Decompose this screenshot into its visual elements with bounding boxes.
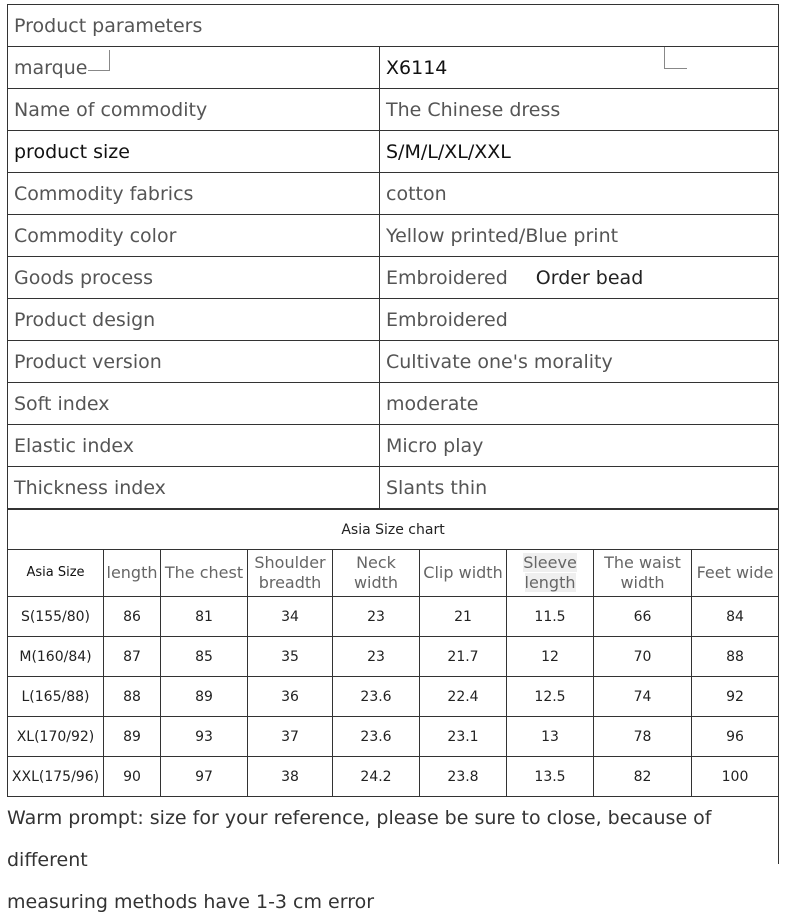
param-value: X6114 [380, 47, 779, 89]
cell-neck: 23.6 [333, 677, 420, 717]
header-sleeve-length-text: Sleeve length [523, 553, 577, 592]
cell-size: L(165/88) [8, 677, 104, 717]
cell-waist: 66 [594, 597, 692, 637]
cell-neck: 23 [333, 637, 420, 677]
header-feet-wide: Feet wide [692, 550, 779, 597]
cell-neck: 23 [333, 597, 420, 637]
param-label: Name of commodity [8, 89, 380, 131]
cell-shoulder: 37 [248, 717, 333, 757]
param-value: Yellow printed/Blue print [380, 215, 779, 257]
header-waist-width: The waist width [594, 550, 692, 597]
size-row-m [8, 637, 779, 677]
crop-mark-right [664, 47, 687, 69]
cell-length: 90 [104, 757, 161, 797]
cell-feet: 100 [692, 757, 779, 797]
param-row-fabrics [8, 173, 779, 215]
cell-length: 86 [104, 597, 161, 637]
size-row-l [8, 677, 779, 717]
cell-size: M(160/84) [8, 637, 104, 677]
cell-shoulder: 36 [248, 677, 333, 717]
param-label: Soft index [8, 383, 380, 425]
cell-feet: 92 [692, 677, 779, 717]
header-length: length [104, 550, 161, 597]
cell-sleeve: 12.5 [507, 677, 594, 717]
param-label: Product version [8, 341, 380, 383]
param-row-design [8, 299, 779, 341]
cell-clip: 21.7 [420, 637, 507, 677]
param-label: marque [8, 47, 380, 89]
cell-clip: 21 [420, 597, 507, 637]
crop-mark-left [88, 50, 110, 71]
cell-waist: 82 [594, 757, 692, 797]
cell-shoulder: 35 [248, 637, 333, 677]
param-value: Embroidered [380, 299, 779, 341]
param-label: Product design [8, 299, 380, 341]
cell-length: 89 [104, 717, 161, 757]
cell-feet: 88 [692, 637, 779, 677]
param-row-thickness [8, 467, 779, 509]
size-row-xl [8, 717, 779, 757]
size-row-s [8, 597, 779, 637]
cell-size: XL(170/92) [8, 717, 104, 757]
cell-chest: 85 [161, 637, 248, 677]
warm-prompt-line-2: measuring methods have 1-3 cm error [7, 891, 375, 913]
cell-sleeve: 13.5 [507, 757, 594, 797]
param-value: Micro play [380, 425, 779, 467]
param-value: The Chinese dress [380, 89, 779, 131]
param-value-part: Embroidered [386, 266, 508, 289]
cell-shoulder: 38 [248, 757, 333, 797]
param-label: product size [8, 131, 380, 173]
cell-neck: 23.6 [333, 717, 420, 757]
size-chart-table [7, 509, 779, 797]
cell-shoulder: 34 [248, 597, 333, 637]
param-value: cotton [380, 173, 779, 215]
param-row-process [8, 257, 779, 299]
param-value: Slants thin [380, 467, 779, 509]
param-row-soft [8, 383, 779, 425]
cell-feet: 96 [692, 717, 779, 757]
cell-clip: 22.4 [420, 677, 507, 717]
cell-size: XXL(175/96) [8, 757, 104, 797]
param-value: S/M/L/XL/XXL [380, 131, 779, 173]
size-chart-title: Asia Size chart [8, 510, 779, 550]
product-sheet [7, 4, 778, 797]
product-parameters-table [7, 4, 779, 509]
header-neck-width: Neck width [333, 550, 420, 597]
header-shoulder-breadth: Shoulder breadth [248, 550, 333, 597]
param-row-marque [8, 47, 779, 89]
cell-clip: 23.1 [420, 717, 507, 757]
cell-chest: 97 [161, 757, 248, 797]
param-value [380, 257, 779, 299]
param-label: Elastic index [8, 425, 380, 467]
cell-size: S(155/80) [8, 597, 104, 637]
header-chest: The chest [161, 550, 248, 597]
param-value: Cultivate one's morality [380, 341, 779, 383]
size-row-xxl [8, 757, 779, 797]
param-label: Commodity fabrics [8, 173, 380, 215]
parameters-title: Product parameters [8, 5, 779, 47]
param-row-version [8, 341, 779, 383]
cell-waist: 70 [594, 637, 692, 677]
cell-waist: 74 [594, 677, 692, 717]
cell-sleeve: 13 [507, 717, 594, 757]
cell-neck: 24.2 [333, 757, 420, 797]
cell-chest: 93 [161, 717, 248, 757]
param-row-elastic [8, 425, 779, 467]
cell-feet: 84 [692, 597, 779, 637]
size-chart-header-row [8, 550, 779, 597]
param-label: Thickness index [8, 467, 380, 509]
param-value: moderate [380, 383, 779, 425]
param-row-name [8, 89, 779, 131]
size-chart-title-row [8, 510, 779, 550]
parameters-title-row [8, 5, 779, 47]
cell-waist: 78 [594, 717, 692, 757]
header-sleeve-length [507, 550, 594, 597]
cell-length: 88 [104, 677, 161, 717]
cell-chest: 81 [161, 597, 248, 637]
param-row-size [8, 131, 779, 173]
cell-sleeve: 12 [507, 637, 594, 677]
right-border-line [778, 4, 779, 864]
warm-prompt-line-1: Warm prompt: size for your reference, please be sure to close, because of different [7, 807, 712, 871]
header-clip-width: Clip width [420, 550, 507, 597]
param-value-part: Order bead [535, 266, 644, 289]
cell-chest: 89 [161, 677, 248, 717]
cell-sleeve: 11.5 [507, 597, 594, 637]
header-asia-size: Asia Size [8, 550, 104, 597]
param-label: Goods process [8, 257, 380, 299]
param-row-color [8, 215, 779, 257]
warm-prompt [7, 797, 767, 923]
cell-length: 87 [104, 637, 161, 677]
param-label: Commodity color [8, 215, 380, 257]
cell-clip: 23.8 [420, 757, 507, 797]
